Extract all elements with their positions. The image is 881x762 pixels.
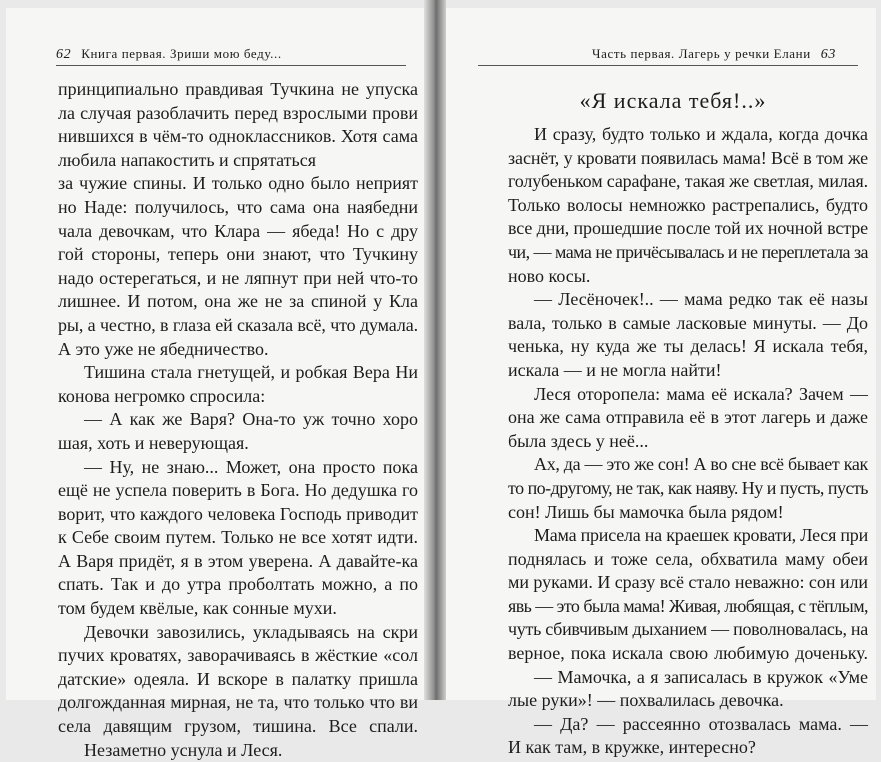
text-line: — Да? — рассеянно отозвалась мама. — bbox=[534, 713, 868, 734]
left-running-head bbox=[56, 46, 282, 63]
right-running-head bbox=[592, 46, 836, 63]
text-line: долгожданная мирная, не та, что только что ви bbox=[58, 692, 418, 713]
text-line: лишнее. И потом, она же не за спиной у Кла bbox=[58, 291, 418, 312]
text-line: — Лесёночек!.. — мама редко так её назы bbox=[534, 289, 868, 310]
text-line: — Мамочка, а я записалась в кружок «Уме bbox=[534, 666, 868, 687]
text-line: все дни, прошедшие после той их ночной встре bbox=[508, 218, 869, 239]
text-line: Тишина стала гнетущей, и робкая Вера Ни bbox=[84, 362, 418, 383]
text-line: искала — и не могла найти! bbox=[508, 359, 722, 380]
text-line: явь — это была мама! Живая, любящая, с тёплым, bbox=[508, 595, 868, 616]
text-line: спать. Так и до утра проболтать можно, а по bbox=[58, 574, 418, 595]
text-line: верное, пока искала свою любимую доченьку. bbox=[508, 643, 868, 664]
right-body-text bbox=[508, 88, 868, 760]
text-line: она же сама отправила её в этот лагерь и даже bbox=[508, 407, 868, 428]
text-line: Незаметно уснула и Леся. bbox=[84, 739, 283, 760]
left-header-rule bbox=[56, 65, 406, 66]
text-line: ры, а честно, в глаза ей сказала всё, что думала. bbox=[58, 314, 418, 335]
left-body-text bbox=[58, 78, 418, 762]
text-line: А это уже не ябедничество. bbox=[58, 338, 269, 359]
chapter-title: «Я искала тебя!..» bbox=[579, 88, 767, 113]
text-line: пучих кроватях, заворачиваясь в жёсткие «сол bbox=[58, 645, 418, 666]
text-line: Ах, да — это же сон! А во сне всё бывает как bbox=[534, 454, 868, 475]
left-running-head-title: Книга первая. Зриши мою беду... bbox=[81, 46, 282, 61]
text-line: вала, только в самые ласковые минуты. — До bbox=[508, 312, 868, 333]
text-line: была здесь у неё... bbox=[508, 430, 649, 451]
text-line: ла случая разоблачить перед взрослыми прови bbox=[58, 102, 418, 123]
book-gutter bbox=[424, 0, 446, 700]
text-line: нившихся в чём-то одноклассников. Хотя сама bbox=[58, 126, 418, 147]
text-line: чала девочкам, что Клара — ябеда! Но с дру bbox=[58, 220, 418, 241]
text-line: голубеньком сарафане, такая же светлая, милая. bbox=[508, 171, 868, 192]
text-line: Девочки завозились, укладываясь на скри bbox=[84, 621, 418, 642]
left-page bbox=[6, 8, 430, 760]
text-line: конова негромко спросила: bbox=[58, 385, 266, 406]
text-line: за чужие спины. И только одно было неприят bbox=[58, 173, 418, 194]
text-line: шая, хоть и неверующая. bbox=[58, 432, 249, 453]
text-line: ми руками. И сразу всё стало неважно: сон или bbox=[508, 572, 868, 593]
text-line: ченька, ну куда же ты делась! Я искала тебя, bbox=[508, 336, 868, 357]
text-line: к Себе своим путем. Только не все хотят идти. bbox=[58, 527, 418, 548]
text-line: надо остерегаться, и не ляпнут при ней что-то bbox=[58, 267, 418, 288]
text-line: чи, — мама не причёсывалась и не переплетала за bbox=[508, 241, 868, 262]
text-line: Леся оторопела: мама её искала? Зачем — bbox=[534, 383, 868, 404]
text-line: А Варя придёт, я в этом уверена. А давайте-ка bbox=[58, 550, 418, 571]
text-line: гой стороны, теперь они знают, что Тучкину bbox=[58, 244, 418, 265]
text-line: то по-другому, не так, как наяву. Ну и пусть, пусть bbox=[508, 477, 868, 498]
text-line: лые руки»! — похвалилась девочка. bbox=[508, 690, 784, 711]
right-page-number: 63 bbox=[820, 47, 836, 62]
text-line: ворит, что каждого человека Господь приводит bbox=[58, 503, 418, 524]
right-header-rule bbox=[478, 65, 858, 66]
text-line: И как там, в кружке, интересно? bbox=[508, 737, 756, 758]
text-line: сон! Лишь бы мамочка была рядом! bbox=[508, 501, 784, 522]
text-line: села давящим грузом, тишина. Все спали. bbox=[58, 716, 418, 737]
text-line: ещё не успела поверить в Бога. Но дедушка го bbox=[58, 480, 418, 501]
right-running-head-title: Часть первая. Лагерь у речки Елани bbox=[592, 46, 811, 61]
text-line: — А как же Варя? Она-то уж точно хоро bbox=[84, 409, 418, 430]
text-line: датские» одеяла. И вскоре в палатку пришла bbox=[58, 668, 418, 689]
text-line: Мама присела на краешек кровати, Леся при bbox=[534, 525, 868, 546]
left-page-number: 62 bbox=[56, 47, 72, 62]
text-line: заснёт, у кровати появилась мама! Всё в том же bbox=[508, 147, 868, 168]
text-line: поднялась и тоже села, обхватила маму обеи bbox=[508, 548, 868, 569]
text-line: том будем квёлые, как сонные мухи. bbox=[58, 598, 337, 619]
text-line: — Ну, не знаю... Может, она просто пока bbox=[84, 456, 418, 477]
text-line: Только волосы немножко растрепались, будто bbox=[508, 194, 868, 215]
text-line: чуть сбивчивым дыханием — поволновалась, на bbox=[508, 619, 868, 640]
text-line: ново косы. bbox=[508, 265, 591, 286]
right-page bbox=[438, 8, 876, 758]
text-line: любила напакостить и спрятаться bbox=[58, 149, 317, 170]
text-line: принципиально правдивая Тучкина не упуска bbox=[58, 79, 418, 99]
text-line: И сразу, будто только и ждала, когда дочка bbox=[534, 124, 868, 144]
text-line: но Наде: получилось, что сама она наябедни bbox=[58, 196, 418, 217]
